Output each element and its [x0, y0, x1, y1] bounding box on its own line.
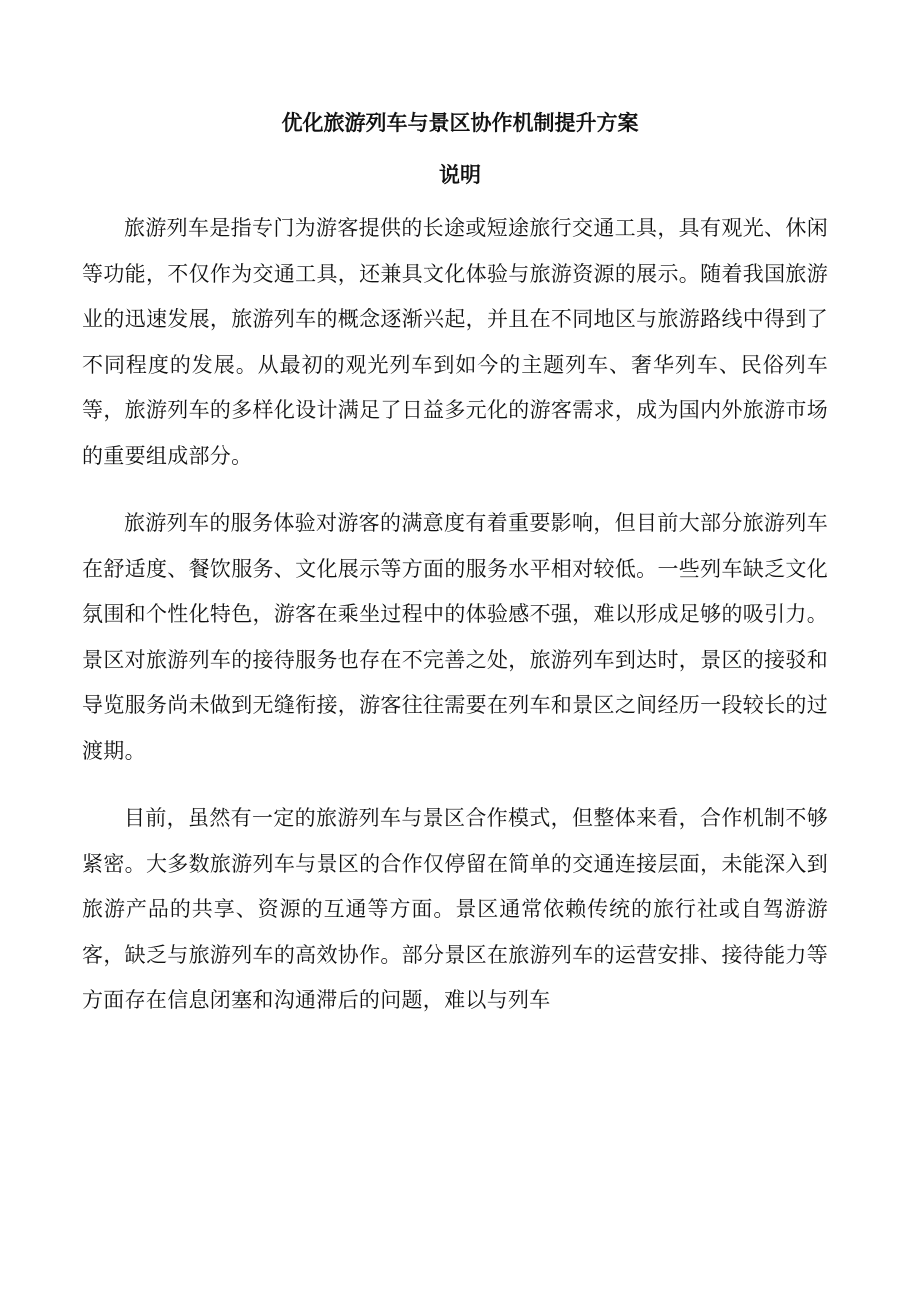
paragraph-1: 旅游列车是指专门为游客提供的长途或短途旅行交通工具，具有观光、休闲等功能，不仅作为交通工具，还兼具文化体验与旅游资源的展示。随着我国旅游业的迅速发展，旅游列车的概念逐渐兴起，并且在不同地区与旅游路线中得到了不同程度的发展。从最初的观光列车到如今的主题列车、奢华列车、民俗列车等，旅游列车的多样化设计满足了日益多元化的游客需求，成为国内外旅游市场的重要组成部分。 [82, 216, 828, 468]
paragraph-2: 旅游列车的服务体验对游客的满意度有着重要影响，但目前大部分旅游列车在舒适度、餐饮服务、文化展示等方面的服务水平相对较低。一些列车缺乏文化氛围和个性化特色，游客在乘坐过程中的体验感不强，难以形成足够的吸引力。景区对旅游列车的接待服务也存在不完善之处，旅游列车到达时，景区的接驳和导览服务尚未做到无缝衔接，游客往往需要在列车和景区之间经历一段较长的过渡期。 [82, 511, 828, 763]
paragraph-3: 目前，虽然有一定的旅游列车与景区合作模式，但整体来看，合作机制不够紧密。大多数旅游列车与景区的合作仅停留在简单的交通连接层面，未能深入到旅游产品的共享、资源的互通等方面。景区通常依赖传统的旅行社或自驾游游客，缺乏与旅游列车的高效协作。部分景区在旅游列车的运营安排、接待能力等方面存在信息闭塞和沟通滞后的问题，难以与列车 [82, 806, 828, 1012]
document-title: 优化旅游列车与景区协作机制提升方案 [281, 110, 639, 135]
document-body [82, 206, 828, 1046]
section-heading: 说明 [439, 162, 481, 187]
